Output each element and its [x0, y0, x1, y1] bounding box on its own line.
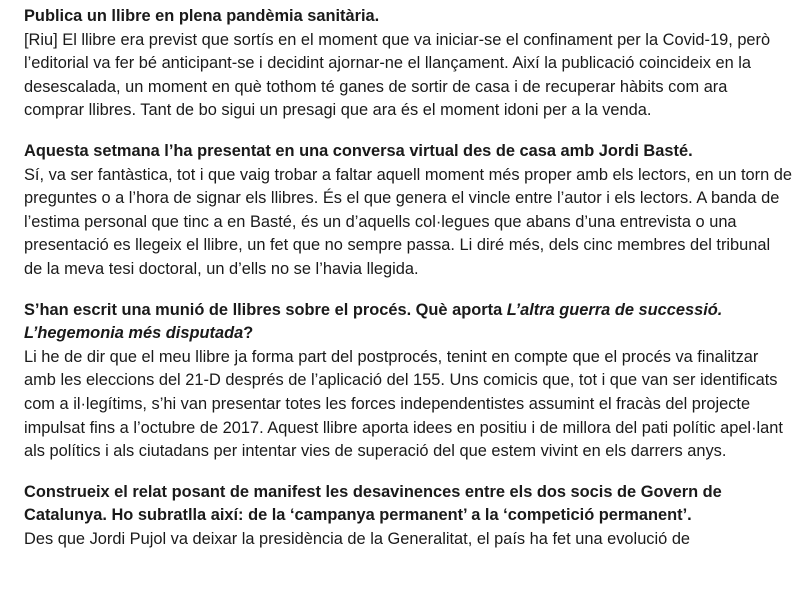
interview-answer: Des que Jordi Pujol va deixar la presidència de la Generalitat, el país ha fet una evolució de [24, 529, 691, 548]
interview-answer: Li he de dir que el meu llibre ja forma part del postprocés, tenint en compte que el procés va finalitzar amb les eleccions del 21-D després de l’aplicació del 155. Uns comicis que, tot i que van ser identificats com a il·legítims, s’hi van presentar totes les forces independentistes assumint el fracàs del projecte impulsat fins a l’octubre de 2017. Aquest llibre aporta idees en positiu i de millora del pati polític apel·lant als polítics i als ciutadans per intentar vies de superació del que estem vivint en els darrers anys. [24, 347, 783, 461]
interview-question: Aquesta setmana l’ha presentat en una conversa virtual des de casa amb Jordi Basté. [24, 141, 693, 160]
interview-answer: Sí, va ser fantàstica, tot i que vaig trobar a faltar aquell moment més proper amb els lectors, en un torn de preguntes o a l’hora de signar els llibres. És el que genera el vincle entre l’autor i els lectors. A banda de l’estima personal que tinc a en Basté, és un d’aquells col·legues que abans d’una entrevista o una presentació es llegeix el llibre, un fet que no sempre passa. Li diré més, dels cinc membres del tribunal de la meva tesi doctoral, un d’ells no se l’havia llegida. [24, 165, 793, 278]
interview-question: Publica un llibre en plena pandèmia sanitària. [24, 7, 380, 25]
bottom-fade [0, 573, 795, 595]
interview-answer: [Riu] El llibre era previst que sortís en el moment que va iniciar-se el confinament per la Covid-19, però l’editorial va fer bé anticipant-se i decidint ajornar-ne el llançament. Així la publicació coincideix en la desescalada, un moment en què tothom té ganes de sortir de casa i de recuperar hàbits com ara comprar llibres. Tant de bo sigui un presagi que ara és el moment idoni per a la venda. [24, 30, 771, 120]
interview-article [24, 5, 792, 568]
interview-block [24, 140, 792, 282]
question-end: ? [243, 324, 254, 343]
interview-question: Construeix el relat posant de manifest les desavinences entre els dos socis de Govern de Catalunya. Ho subratlla així: de la ‘campanya permanent’ a la ‘competició permanent’. [24, 482, 722, 525]
interview-block [24, 299, 792, 464]
book-title: L’altra guerra de successió. L’hegemonia més disputada [24, 300, 723, 343]
interview-block [24, 481, 792, 552]
interview-question [24, 299, 792, 346]
question-text: S’han escrit una munió de llibres sobre el procés. Què aporta [24, 300, 507, 319]
interview-block [24, 5, 792, 123]
